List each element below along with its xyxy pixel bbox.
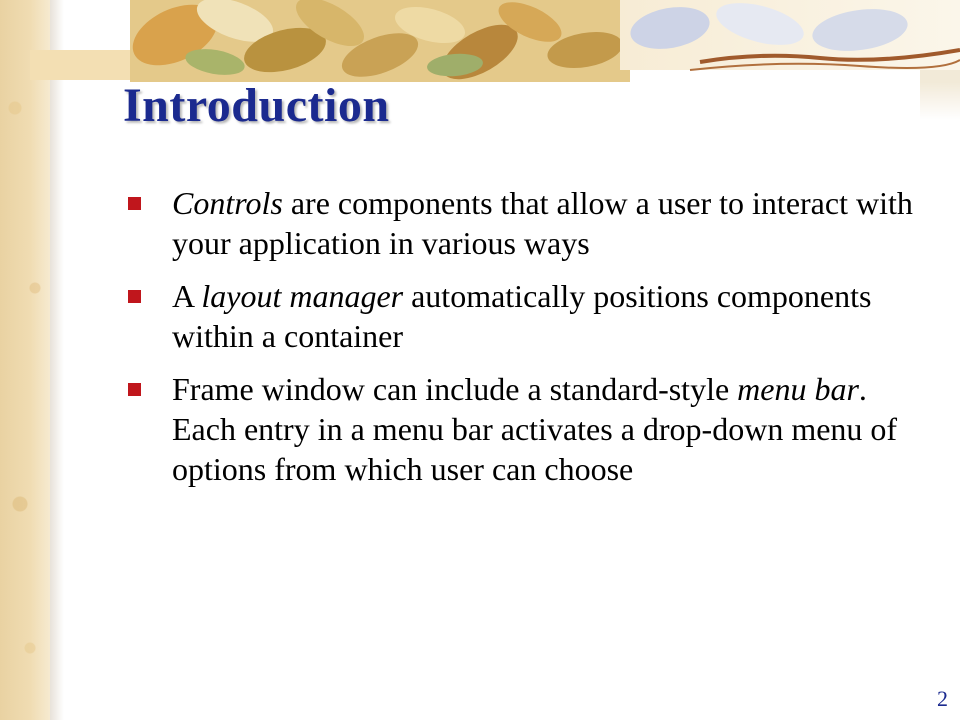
square-bullet-icon bbox=[128, 383, 141, 396]
bullet-text: Frame window can include a standard-style bbox=[172, 371, 738, 407]
bullet-item bbox=[124, 369, 924, 489]
page-number: 2 bbox=[937, 686, 948, 711]
square-bullet-icon bbox=[128, 290, 141, 303]
slide-title: Introduction bbox=[123, 79, 390, 132]
bullet-text: automatically positions components within a container bbox=[172, 278, 872, 354]
bullet-text: A bbox=[172, 278, 202, 314]
bullet-text: . Each entry in a menu bar activates a drop-down menu of options from which user can choose bbox=[172, 371, 898, 487]
bullet-list bbox=[124, 183, 924, 502]
bullet-item bbox=[124, 183, 924, 263]
bullet-text-italic: menu bar bbox=[737, 371, 859, 407]
bullet-text: are components that allow a user to interact with your application in various ways bbox=[172, 185, 913, 261]
bullet-text-italic: Controls bbox=[172, 185, 283, 221]
square-bullet-icon bbox=[128, 197, 141, 210]
bullet-item bbox=[124, 276, 924, 356]
bullet-text-italic: layout manager bbox=[201, 278, 404, 314]
